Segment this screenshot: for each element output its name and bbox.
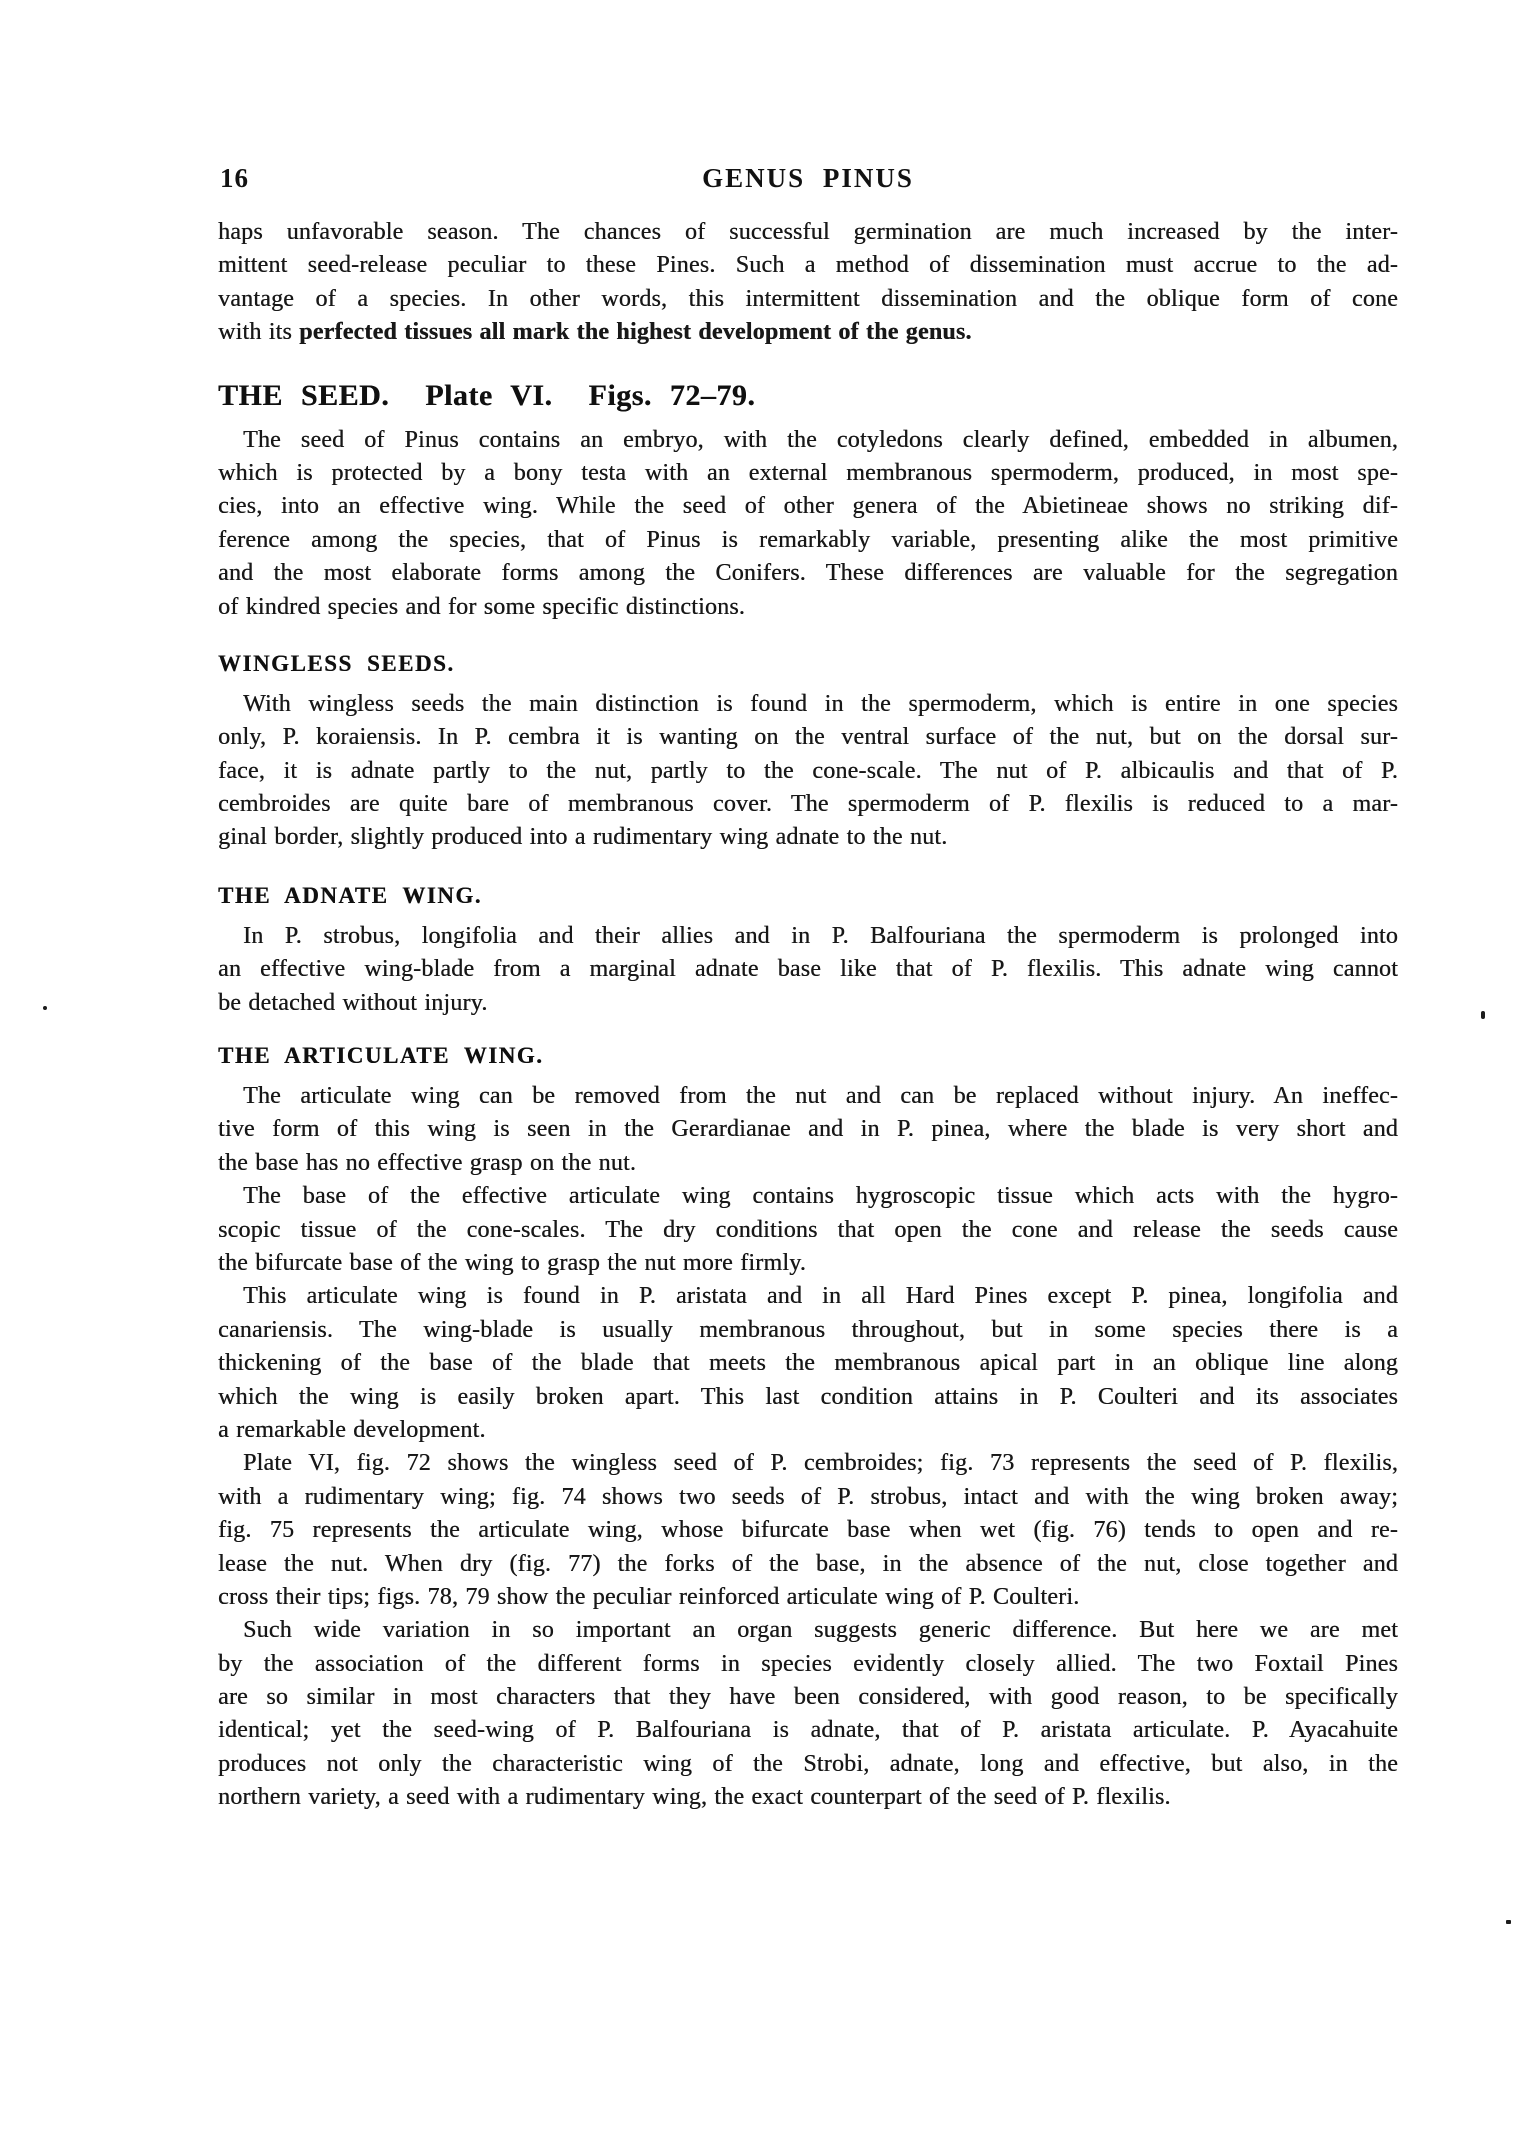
text-line: ference among the species, that of Pinus is remarkably variable, presenting alike the most primitive [218,526,1398,553]
text-line: are so similar in most characters that they have been considered, with good reason, to be specifically [218,1684,1398,1711]
paragraph-seed [218,424,1398,624]
text-line: which is protected by a bony testa with an external membranous spermoderm, produced, in most spe- [218,459,1398,486]
text-line: of kindred species and for some specific distinctions. [218,593,746,620]
paragraph-articulate-1 [218,1080,1398,1180]
text-line: only, P. koraiensis. In P. cembra it is wanting on the ventral surface of the nut, but on the dorsal sur- [218,724,1398,751]
text-line: by the association of the different forms in species evidently closely allied. The two Foxtail Pines [218,1650,1398,1677]
text-line: Such wide variation in so important an organ suggests generic difference. But here we are met [243,1617,1398,1644]
text-line: northern variety, a seed with a rudimentary wing, the exact counterpart of the seed of P. flexilis. [218,1784,1171,1811]
text-line: canariensis. The wing-blade is usually membranous throughout, but in some species there is a [218,1316,1398,1343]
text-line: fig. 75 represents the articulate wing, whose bifurcate base when wet (fig. 76) tends to open and re- [218,1517,1398,1544]
ink-speck [43,1006,47,1010]
text-line: be detached without injury. [218,989,488,1016]
text-line: produces not only the characteristic wing of the Strobi, adnate, long and effective, but also, in the [218,1750,1398,1777]
text-line: and the most elaborate forms among the Conifers. These differences are valuable for the segregation [218,560,1398,587]
text-line: scopic tissue of the cone-scales. The dry conditions that open the cone and release the seeds cause [218,1216,1398,1243]
text-line: which the wing is easily broken apart. This last condition attains in P. Coulteri and its associates [218,1383,1398,1410]
page-header [218,163,1398,193]
text-line: vantage of a species. In other words, this intermittent dissemination and the oblique form of cone [218,285,1398,312]
text-line: The articulate wing can be removed from the nut and can be replaced without injury. An ineffec- [243,1083,1398,1110]
text-line: This articulate wing is found in P. aristata and in all Hard Pines except P. pinea, longifolia and [243,1283,1398,1310]
paragraph-articulate-2 [218,1180,1398,1280]
text-line: The seed of Pinus contains an embryo, with the cotyledons clearly defined, embedded in albumen, [243,426,1398,453]
text-line: Plate VI, fig. 72 shows the wingless seed of P. cembroides; fig. 73 represents the seed of P. flexilis, [243,1450,1398,1477]
section-heading-wingless-seeds: WINGLESS SEEDS. [218,650,455,676]
text-line [218,316,1398,349]
text-line: an effective wing-blade from a marginal adnate base like that of P. flexilis. This adnate wing cannot [218,956,1398,983]
text-line: In P. strobus, longifolia and their allies and in P. Balfouriana the spermoderm is prolonged into [243,922,1398,949]
text-run-bold: perfected tissues all mark the highest development of the genus. [299,319,972,346]
text-line: the base has no effective grasp on the nut. [218,1149,637,1176]
text-line: lease the nut. When dry (fig. 77) the forks of the base, in the absence of the nut, close together and [218,1550,1398,1577]
paragraph-variation [218,1614,1398,1814]
page-number: 16 [220,163,249,193]
ink-speck [1506,1920,1511,1924]
text-line: face, it is adnate partly to the nut, partly to the cone-scale. The nut of P. albicaulis and that of P. [218,757,1398,784]
text-line: the bifurcate base of the wing to grasp the nut more firmly. [218,1249,806,1276]
paragraph-intro [218,216,1398,350]
paragraph-wingless-seeds [218,688,1398,855]
text-line: tive form of this wing is seen in the Gerardianae and in P. pinea, where the blade is very short and [218,1116,1398,1143]
text-line: With wingless seeds the main distinction is found in the spermoderm, which is entire in one species [243,690,1398,717]
section-heading-adnate-wing: THE ADNATE WING. [218,882,483,908]
text-line: cembroides are quite bare of membranous cover. The spermoderm of P. flexilis is reduced to a mar- [218,791,1398,818]
text-line: The base of the effective articulate wing contains hygroscopic tissue which acts with the hygro- [243,1183,1398,1210]
text-line: haps unfavorable season. The chances of successful germination are much increased by the inter- [218,219,1398,245]
section-heading-the-seed: THE SEED. Plate VI. Figs. 72–79. [218,378,756,412]
text-block [218,0,1398,1815]
text-line: mittent seed-release peculiar to these Pines. Such a method of dissemination must accrue to the ad- [218,252,1398,279]
text-line: cies, into an effective wing. While the seed of other genera of the Abietineae shows no striking dif- [218,493,1398,520]
text-line: with a rudimentary wing; fig. 74 shows two seeds of P. strobus, intact and with the wing broken away; [218,1483,1398,1510]
text-line: identical; yet the seed-wing of P. Balfouriana is adnate, that of P. aristata articulate. P. Ayacahuite [218,1717,1398,1744]
ink-speck [1481,1011,1485,1019]
section-heading-articulate-wing: THE ARTICULATE WING. [218,1043,544,1069]
text-line: thickening of the base of the blade that meets the membranous apical part in an oblique line along [218,1350,1398,1377]
paragraph-articulate-3 [218,1280,1398,1447]
paragraph-plate-figures [218,1447,1398,1614]
text-line: cross their tips; figs. 78, 79 show the peculiar reinforced articulate wing of P. Coulteri. [218,1583,1080,1610]
paragraph-adnate-wing [218,920,1398,1020]
running-title: GENUS PINUS [702,163,914,193]
text-line: ginal border, slightly produced into a rudimentary wing adnate to the nut. [218,824,948,851]
text-line: a remarkable development. [218,1416,486,1443]
text-run: with its [218,319,300,346]
